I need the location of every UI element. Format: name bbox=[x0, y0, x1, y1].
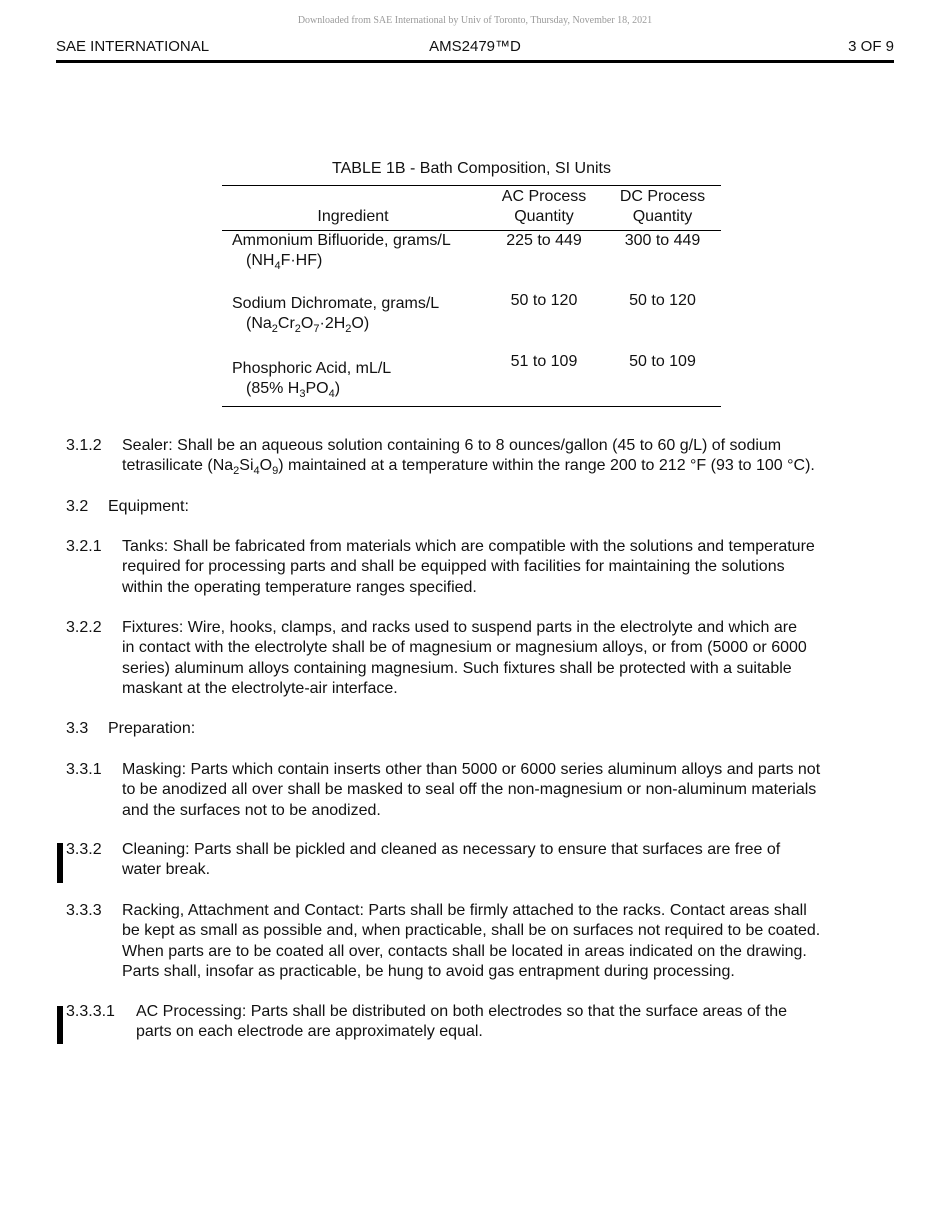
dc-quantity-cell: 50 to 120 bbox=[629, 292, 696, 309]
column-header-dc-line1: DC Process bbox=[619, 188, 706, 205]
text-line: AC Processing: Parts shall be distributed on both electrodes so that the surface areas of the bbox=[136, 1003, 788, 1020]
section-number: 3.2 bbox=[66, 498, 89, 515]
section-text bbox=[122, 537, 912, 598]
section-number: 3.3.3 bbox=[66, 902, 102, 919]
section-number: 3.2.2 bbox=[66, 619, 102, 636]
text-line: required for processing parts and shall be equipped with facilities for maintaining the solutions bbox=[122, 558, 785, 576]
download-watermark: Downloaded from SAE International by Univ of Toronto, Thursday, November 18, 2021 bbox=[297, 15, 653, 26]
column-header-ingredient: Ingredient bbox=[317, 208, 389, 225]
header-publisher: SAE INTERNATIONAL bbox=[56, 38, 210, 55]
section-number: 3.2.1 bbox=[66, 538, 102, 555]
section-text bbox=[122, 901, 912, 982]
text-line: tetrasilicate $(Na_2Si_4O_9)$ maintained at a temperature within the range 200 to 212 °F (93 to 100 °C). bbox=[122, 457, 815, 478]
text-line: to be anodized all over shall be masked to seal off the non-magnesium or non-aluminum materials bbox=[122, 781, 817, 799]
column-header-ac-line2: Quantity bbox=[514, 208, 574, 225]
header-document-id: AMS2479™D bbox=[429, 38, 521, 55]
text-line: series) aluminum alloys containing magnesium. Such fixtures shall be protected with a suitable bbox=[122, 659, 792, 677]
bath-composition-table bbox=[222, 185, 721, 407]
section-number: 3.3 bbox=[66, 720, 89, 737]
ingredient-name: Phosphoric Acid, mL/L bbox=[232, 360, 392, 377]
text-line: parts on each electrode are approximately equal. bbox=[136, 1023, 483, 1041]
column-header-dc-process bbox=[604, 187, 721, 227]
section-number: 3.3.3.1 bbox=[66, 1003, 115, 1020]
ingredient-formula: $(Na_2Cr_2O_7\cdot 2H_2O)$ bbox=[246, 315, 370, 335]
ac-quantity-cell: 50 to 120 bbox=[510, 292, 578, 309]
section-heading: Equipment: bbox=[108, 498, 189, 515]
text-line: Tanks: Shall be fabricated from materials which are compatible with the solutions and temperature bbox=[122, 538, 815, 555]
section-text bbox=[122, 436, 912, 478]
column-header-ac-process bbox=[484, 187, 604, 227]
text-line: and the surfaces not to be anodized. bbox=[122, 801, 381, 819]
text-line: Parts shall, insofar as practicable, be hung to avoid gas entrapment during processing. bbox=[122, 962, 735, 980]
page-header bbox=[56, 38, 894, 63]
section-heading: Preparation: bbox=[108, 720, 196, 737]
ingredient-name: Ammonium Bifluoride, grams/L bbox=[232, 232, 451, 249]
table-row-ingredient bbox=[232, 231, 484, 272]
text-line: in contact with the electrolyte shall be of magnesium or magnesium alloys, or from (5000 or 6000 bbox=[122, 639, 807, 657]
section-text bbox=[122, 760, 912, 821]
section-number: 3.3.2 bbox=[66, 841, 102, 858]
text-line: Cleaning: Parts shall be pickled and cleaned as necessary to ensure that surfaces are free of bbox=[122, 841, 781, 858]
ac-quantity-cell: 225 to 449 bbox=[506, 232, 582, 249]
change-bar bbox=[57, 843, 63, 883]
text-line: maskant at the electrolyte-air interface. bbox=[122, 679, 398, 697]
change-bar bbox=[57, 1006, 63, 1044]
section-text bbox=[122, 840, 912, 881]
text-line: Sealer: Shall be an aqueous solution containing 6 to 8 ounces/gallon (45 to 60 g/L) of sodium bbox=[122, 437, 782, 454]
dc-quantity-cell: 50 to 109 bbox=[629, 353, 696, 370]
text-line: Masking: Parts which contain inserts other than 5000 or 6000 series aluminum alloys and parts not bbox=[122, 761, 821, 778]
column-header-dc-line2: Quantity bbox=[632, 208, 693, 225]
ingredient-name: Sodium Dichromate, grams/L bbox=[232, 295, 440, 312]
ac-quantity-cell: 51 to 109 bbox=[510, 353, 578, 370]
text-line: When parts are to be coated all over, contacts shall be located in areas indicated on the drawing. bbox=[122, 942, 807, 960]
section-text bbox=[136, 1002, 916, 1043]
text-line: within the operating temperature ranges specified. bbox=[122, 578, 477, 596]
ingredient-formula: (85% $H_3PO_4$) bbox=[246, 380, 341, 400]
table-row-ingredient bbox=[232, 294, 484, 335]
table-title: TABLE 1B - Bath Composition, SI Units bbox=[332, 160, 611, 177]
header-page-number: 3 OF 9 bbox=[848, 38, 894, 55]
dc-quantity-cell: 300 to 449 bbox=[624, 232, 701, 249]
text-line: Fixtures: Wire, hooks, clamps, and racks used to suspend parts in the electrolyte and which are bbox=[122, 619, 797, 636]
ingredient-formula: $(NH_4F\cdot HF)$ bbox=[246, 252, 323, 272]
text-line: water break. bbox=[122, 861, 211, 879]
section-text bbox=[122, 618, 912, 699]
section-number: 3.1.2 bbox=[66, 437, 102, 454]
section-number: 3.3.1 bbox=[66, 761, 102, 778]
text-line: Racking, Attachment and Contact: Parts shall be firmly attached to the racks. Contact areas shall bbox=[122, 902, 807, 919]
text-line: be kept as small as possible and, when practicable, shall be on surfaces not required to be coated. bbox=[122, 922, 821, 940]
column-header-ac-line1: AC Process bbox=[501, 188, 587, 205]
table-row-ingredient bbox=[232, 359, 484, 400]
